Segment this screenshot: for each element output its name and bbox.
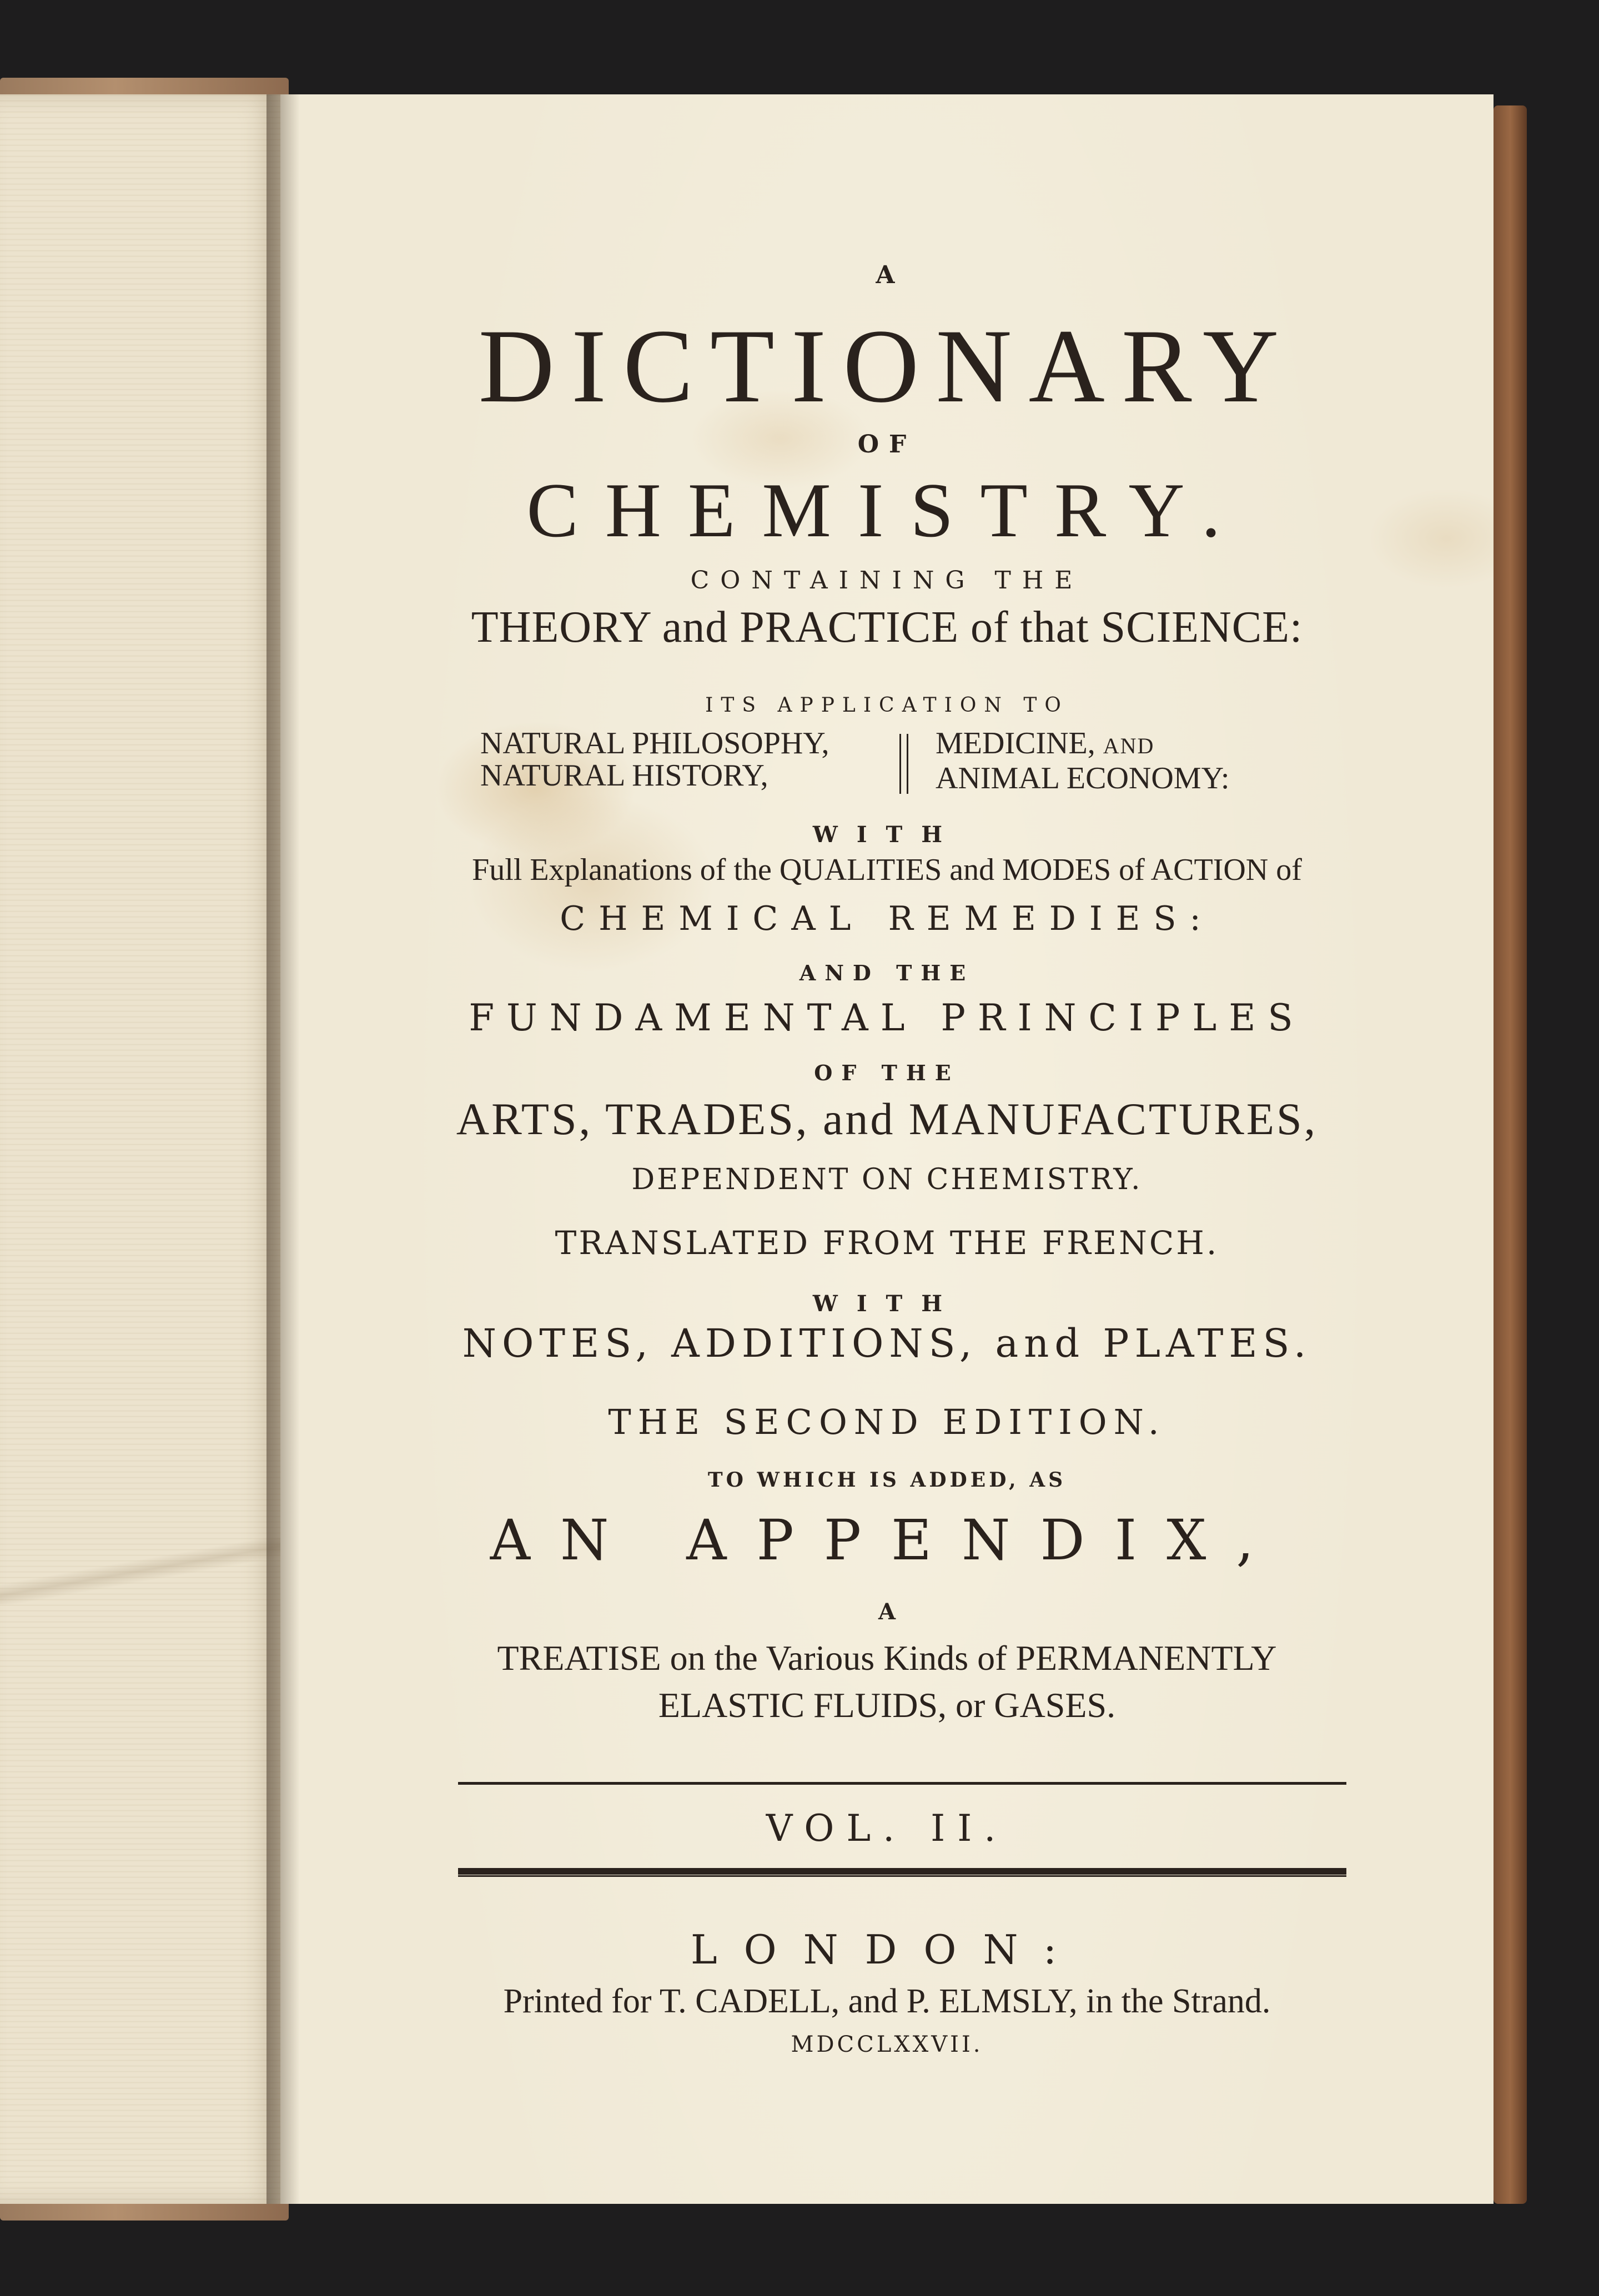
application-and: AND (1103, 733, 1155, 758)
appendix-heading: AN APPENDIX, (490, 1508, 1284, 1573)
fundamental-principles: FUNDAMENTAL PRINCIPLES (469, 996, 1305, 1039)
book-cover-right-edge (1494, 105, 1527, 2204)
imprint-printer: Printed for T. CADELL, and P. ELMSLY, in the Strand. (503, 1982, 1271, 2020)
application-natural-history: NATURAL HISTORY, (480, 758, 768, 793)
paper-crease (0, 1538, 280, 1604)
article-a: A (876, 261, 898, 289)
of-the: OF THE (814, 1060, 960, 1085)
dependent-on-chemistry: DEPENDENT ON CHEMISTRY. (631, 1163, 1143, 1196)
title-chemistry: CHEMISTRY. (526, 467, 1248, 553)
title-page (280, 94, 1494, 2204)
gutter-shadow (266, 94, 300, 2204)
treatise-line-1: TREATISE on the Various Kinds of PERMANENTLY (497, 1638, 1277, 1678)
its-application: ITS APPLICATION TO (705, 694, 1069, 717)
applications-columns (280, 727, 1494, 799)
and-the: AND THE (799, 960, 975, 985)
imprint-place: LONDON: (690, 1926, 1084, 1973)
subtitle-theory: THEORY and PRACTICE of that SCIENCE: (471, 603, 1303, 652)
title-of: OF (857, 430, 917, 459)
with-first: WITH (812, 822, 962, 848)
to-which-is-added: TO WHICH IS ADDED, AS (707, 1468, 1067, 1492)
notes-additions-plates: NOTES, ADDITIONS, and PLATES. (462, 1321, 1312, 1366)
arts-trades: ARTS, TRADES, and MANUFACTURES, (456, 1094, 1318, 1144)
application-medicine: MEDICINE, (936, 726, 1095, 761)
imprint-year: MDCCLXXVII. (791, 2032, 983, 2057)
article-a-small: A (878, 1599, 896, 1625)
volume-number: VOL. II. (766, 1807, 1008, 1850)
applications-left-column (480, 727, 869, 792)
endpaper-left-page (0, 94, 280, 2204)
application-natural-philosophy: NATURAL PHILOSOPHY, (480, 726, 829, 761)
subtitle-containing: CONTAINING THE (690, 566, 1084, 595)
applications-right-column (936, 727, 1357, 794)
double-rule-below-volume (458, 1868, 1346, 1877)
chemical-remedies: CHEMICAL REMEDIES: (560, 899, 1214, 938)
treatise-line-2: ELASTIC FLUIDS, or GASES. (658, 1685, 1116, 1725)
title-dictionary: DICTIONARY (478, 308, 1296, 425)
column-double-rule (899, 734, 908, 794)
application-animal-economy: ANIMAL ECONOMY: (936, 761, 1230, 795)
rule-above-volume (458, 1782, 1346, 1785)
edition: THE SECOND EDITION. (608, 1402, 1166, 1442)
with-second: WITH (812, 1291, 962, 1317)
translated-from-french: TRANSLATED FROM THE FRENCH. (555, 1224, 1219, 1262)
full-explanations: Full Explanations of the QUALITIES and MODES of ACTION of (472, 853, 1302, 887)
